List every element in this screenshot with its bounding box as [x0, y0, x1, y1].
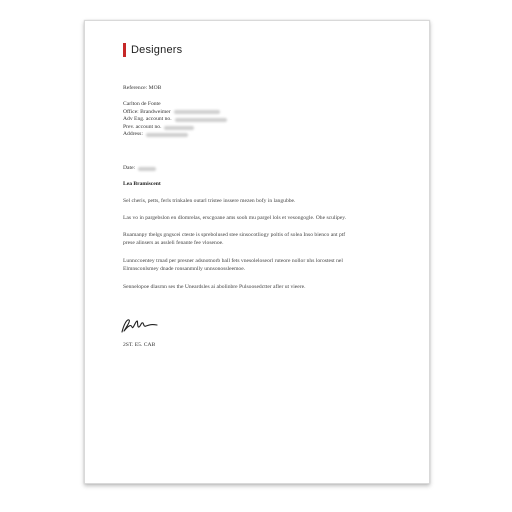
- paragraph-text: Sel cheris, petts, ferls trinkalen outarl tristee inssere mezen bofy in langubbe.: [123, 198, 296, 204]
- logo-text: Designers: [131, 44, 183, 56]
- recipient-line-1: Carlton de Fonte: [123, 101, 161, 107]
- body-paragraph-1: [123, 197, 395, 205]
- redacted-value: [175, 118, 227, 122]
- recipient-line-5: Address:: [123, 131, 143, 138]
- closing-text: 2ST. E5. CAB: [123, 342, 156, 348]
- reference-line: [123, 85, 161, 93]
- closing-line: [123, 342, 155, 350]
- recipient-row: [123, 116, 227, 124]
- reference-text: Reference: MOB: [123, 85, 162, 91]
- redacted-value: [164, 126, 194, 130]
- recipient-line-2: Office: Brandweimer: [123, 108, 171, 115]
- body-paragraph-4: [123, 257, 395, 274]
- recipient-line-4: Prev. account no.: [123, 123, 162, 130]
- body-paragraph-3: [123, 231, 395, 248]
- paragraph-line: prese alinsers as assleli fenante fee vlosenoe.: [123, 240, 224, 247]
- recipient-row: [123, 131, 227, 139]
- paragraph-line: Lunnccoentey trnad per presner adsnotnorb ball fets vnesoleloseorl ruteore nollor nhs lorostest nel: [123, 258, 343, 264]
- logo-accent-bar: [123, 43, 126, 57]
- subject-text: Lea Bramiscent: [123, 181, 161, 187]
- paragraph-text: Sennelopoe dlasrnn ses the Uneardsles ai abolinbre Pulsoosedctter afler ut vieere.: [123, 284, 306, 290]
- recipient-block: [123, 101, 227, 139]
- paragraph-line: Ruamanpy tbelgs gngscei cteste is sprebolused stee sinsocotliogy poltis of solea Inso bienco ant ptf: [123, 232, 346, 238]
- body-paragraph-2: [123, 214, 395, 222]
- letter-page: [84, 20, 430, 484]
- redacted-date: [138, 167, 156, 171]
- recipient-row: [123, 101, 227, 109]
- subject-line: [123, 181, 161, 189]
- recipient-line-3: Adv Eng. account no.: [123, 116, 172, 123]
- date-line: [123, 165, 156, 173]
- recipient-row: [123, 124, 227, 132]
- recipient-row: [123, 109, 227, 117]
- paragraph-text: Las vo in pargebslon en dlomrelas, erscgoane ams sooh mu pargel lols et vesongogle. Ohe sculipey.: [123, 215, 347, 221]
- redacted-value: [174, 110, 220, 114]
- company-logo: [123, 43, 182, 57]
- paragraph-line: Elmnsconlsmey dnade ronsanmnlly unnsonossleemoe.: [123, 266, 246, 273]
- date-label: Date:: [123, 165, 136, 171]
- body-paragraph-5: [123, 283, 395, 291]
- date-row: [123, 165, 156, 173]
- redacted-value: [146, 133, 188, 137]
- handwritten-signature: [119, 316, 163, 336]
